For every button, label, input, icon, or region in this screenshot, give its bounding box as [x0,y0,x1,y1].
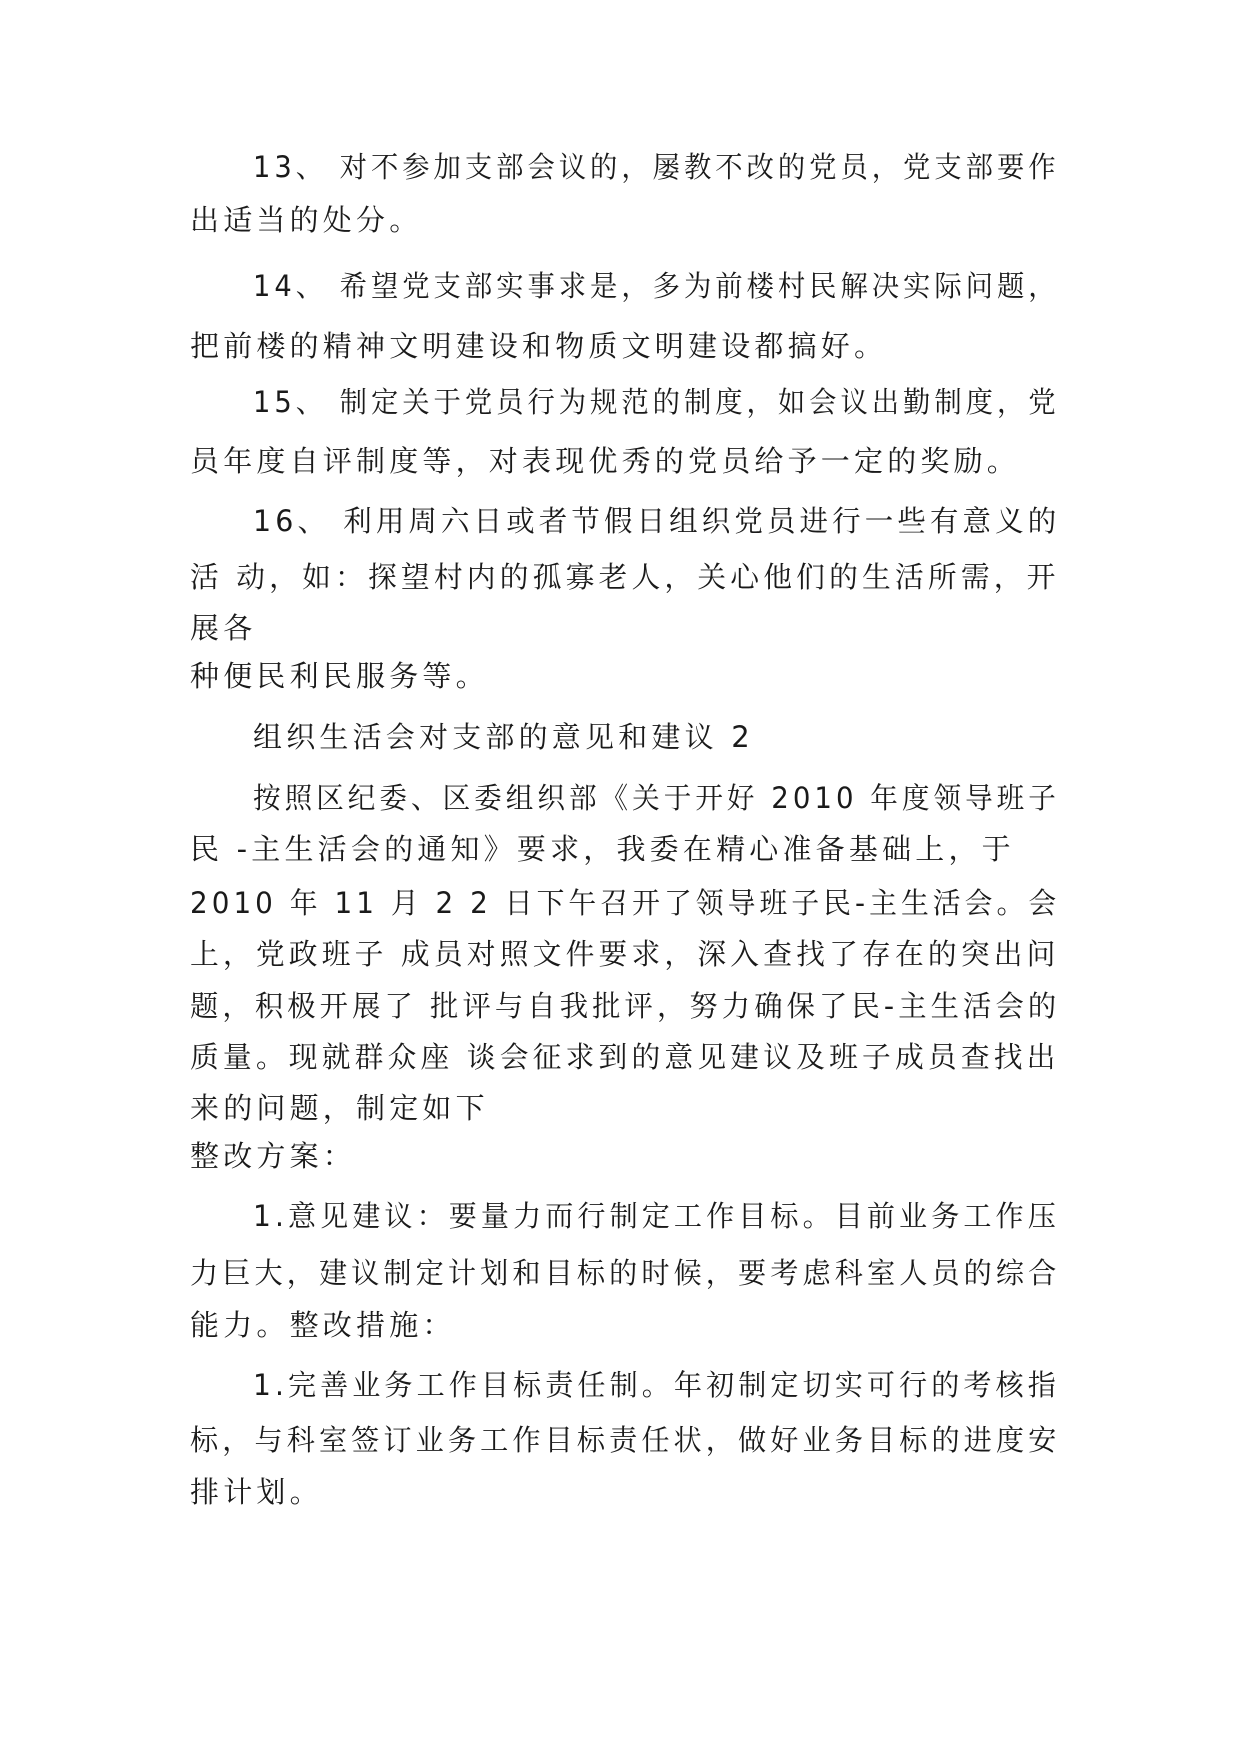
text-line: 1.完善业务工作目标责任制。年初制定切实可行的考核指 [253,1368,1060,1402]
text-line: 种便民利民服务等。 [190,659,489,693]
text-line: 质量。现就群众座 谈会征求到的意见建议及班子成员查找出 [190,1040,1060,1074]
text-line: 2010 年 11 月 2 2 日下午召开了领导班子民-主生活会。会 [190,886,1061,920]
text-line: 活 动，如：探望村内的孤寡老人，关心他们的生活所需，开 [190,560,1060,594]
text-line: 上，党政班子 成员对照文件要求，深入查找了存在的突出问 [190,937,1060,971]
text-line: 排计划。 [190,1475,323,1509]
text-line: 把前楼的精神文明建设和物质文明建设都搞好。 [190,329,888,363]
text-line: 力巨大，建议制定计划和目标的时候，要考虑科室人员的综合 [190,1256,1061,1290]
text-line: 员年度自评制度等，对表现优秀的党员给予一定的奖励。 [190,444,1021,478]
text-line: 题，积极开展了 批评与自我批评，努力确保了民-主生活会的 [190,989,1061,1023]
text-line: 16、 利用周六日或者节假日组织党员进行一些有意义的 [253,504,1061,538]
section-heading: 组织生活会对支部的意见和建议 2 [253,720,754,754]
text-line: 整改方案： [190,1139,357,1173]
text-line: 13、 对不参加支部会议的，屡教不改的党员，党支部要作 [253,150,1060,184]
text-line: 14、 希望党支部实事求是，多为前楼村民解决实际问题， [253,269,1060,303]
text-line: 来的问题，制定如下 [190,1091,489,1125]
text-line: 标，与科室签订业务工作目标责任状，做好业务目标的进度安 [190,1423,1061,1457]
text-line: 按照区纪委、区委组织部《关于开好 2010 年度领导班子 [253,781,1060,815]
text-line: 民 -主生活会的通知》要求，我委在精心准备基础上，于 [190,832,1015,866]
text-line: 出适当的处分。 [190,203,423,237]
text-line: 15、 制定关于党员行为规范的制度，如会议出勤制度，党 [253,385,1060,419]
text-line: 1.意见建议：要量力而行制定工作目标。目前业务工作压 [253,1199,1060,1233]
text-line: 能力。整改措施： [190,1308,456,1342]
text-line: 展各 [190,611,257,645]
